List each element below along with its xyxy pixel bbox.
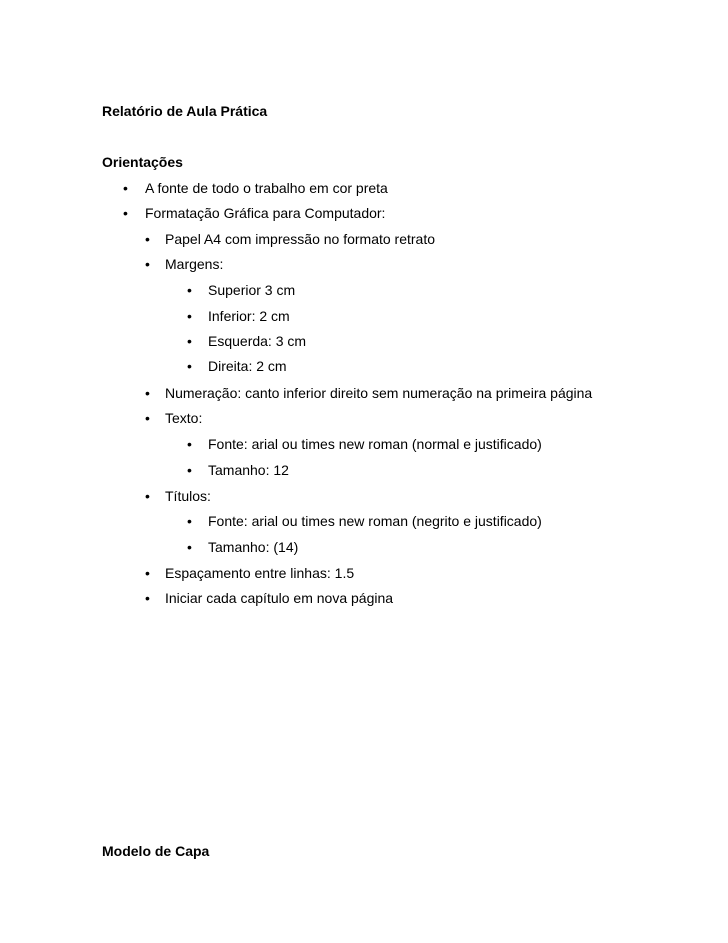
section-title-orientacoes: Orientações: [102, 154, 183, 170]
list-item-titulos-tamanho: Tamanho: (14): [208, 539, 299, 555]
bullet-icon: •: [145, 231, 150, 247]
bullet-icon: •: [123, 180, 128, 196]
bullet-icon: •: [187, 282, 192, 298]
list-item-papel: Papel A4 com impressão no formato retrato: [165, 231, 436, 247]
bullet-icon: •: [145, 385, 150, 401]
bullet-icon: •: [187, 436, 192, 452]
list-item-titulos: Títulos:: [165, 488, 211, 504]
bullet-icon: •: [145, 410, 150, 426]
list-item-margem-esquerda: Esquerda: 3 cm: [208, 333, 307, 349]
bullet-icon: •: [145, 565, 150, 581]
list-item-formatacao: Formatação Gráfica para Computador:: [145, 205, 386, 221]
list-item-margens: Margens:: [165, 256, 224, 272]
footer-heading-modelo-capa: Modelo de Capa: [102, 843, 210, 859]
bullet-icon: •: [145, 256, 150, 272]
bullet-icon: •: [145, 488, 150, 504]
list-item-margem-direita: Direita: 2 cm: [208, 358, 287, 374]
list-item-texto-fonte: Fonte: arial ou times new roman (normal e justificado): [208, 436, 542, 452]
list-item-numeracao: Numeração: canto inferior direito sem numeração na primeira página: [165, 385, 593, 401]
bullet-icon: •: [187, 462, 192, 478]
report-title: Relatório de Aula Prática: [102, 103, 268, 119]
bullet-icon: •: [187, 308, 192, 324]
bullet-icon: •: [123, 205, 128, 221]
bullet-icon: •: [187, 513, 192, 529]
bullet-icon: •: [187, 539, 192, 555]
list-item-texto: Texto:: [165, 410, 203, 426]
list-item-cor-preta: A fonte de todo o trabalho em cor preta: [145, 180, 388, 196]
bullet-icon: •: [145, 590, 150, 606]
list-item-margem-inferior: Inferior: 2 cm: [208, 308, 290, 324]
list-item-titulos-fonte: Fonte: arial ou times new roman (negrito e justificado): [208, 513, 542, 529]
bullet-icon: •: [187, 358, 192, 374]
list-item-texto-tamanho: Tamanho: 12: [208, 462, 289, 478]
list-item-espacamento: Espaçamento entre linhas: 1.5: [165, 565, 355, 581]
list-item-margem-superior: Superior 3 cm: [208, 282, 296, 298]
bullet-icon: •: [187, 333, 192, 349]
list-item-capitulo: Iniciar cada capítulo em nova página: [165, 590, 394, 606]
